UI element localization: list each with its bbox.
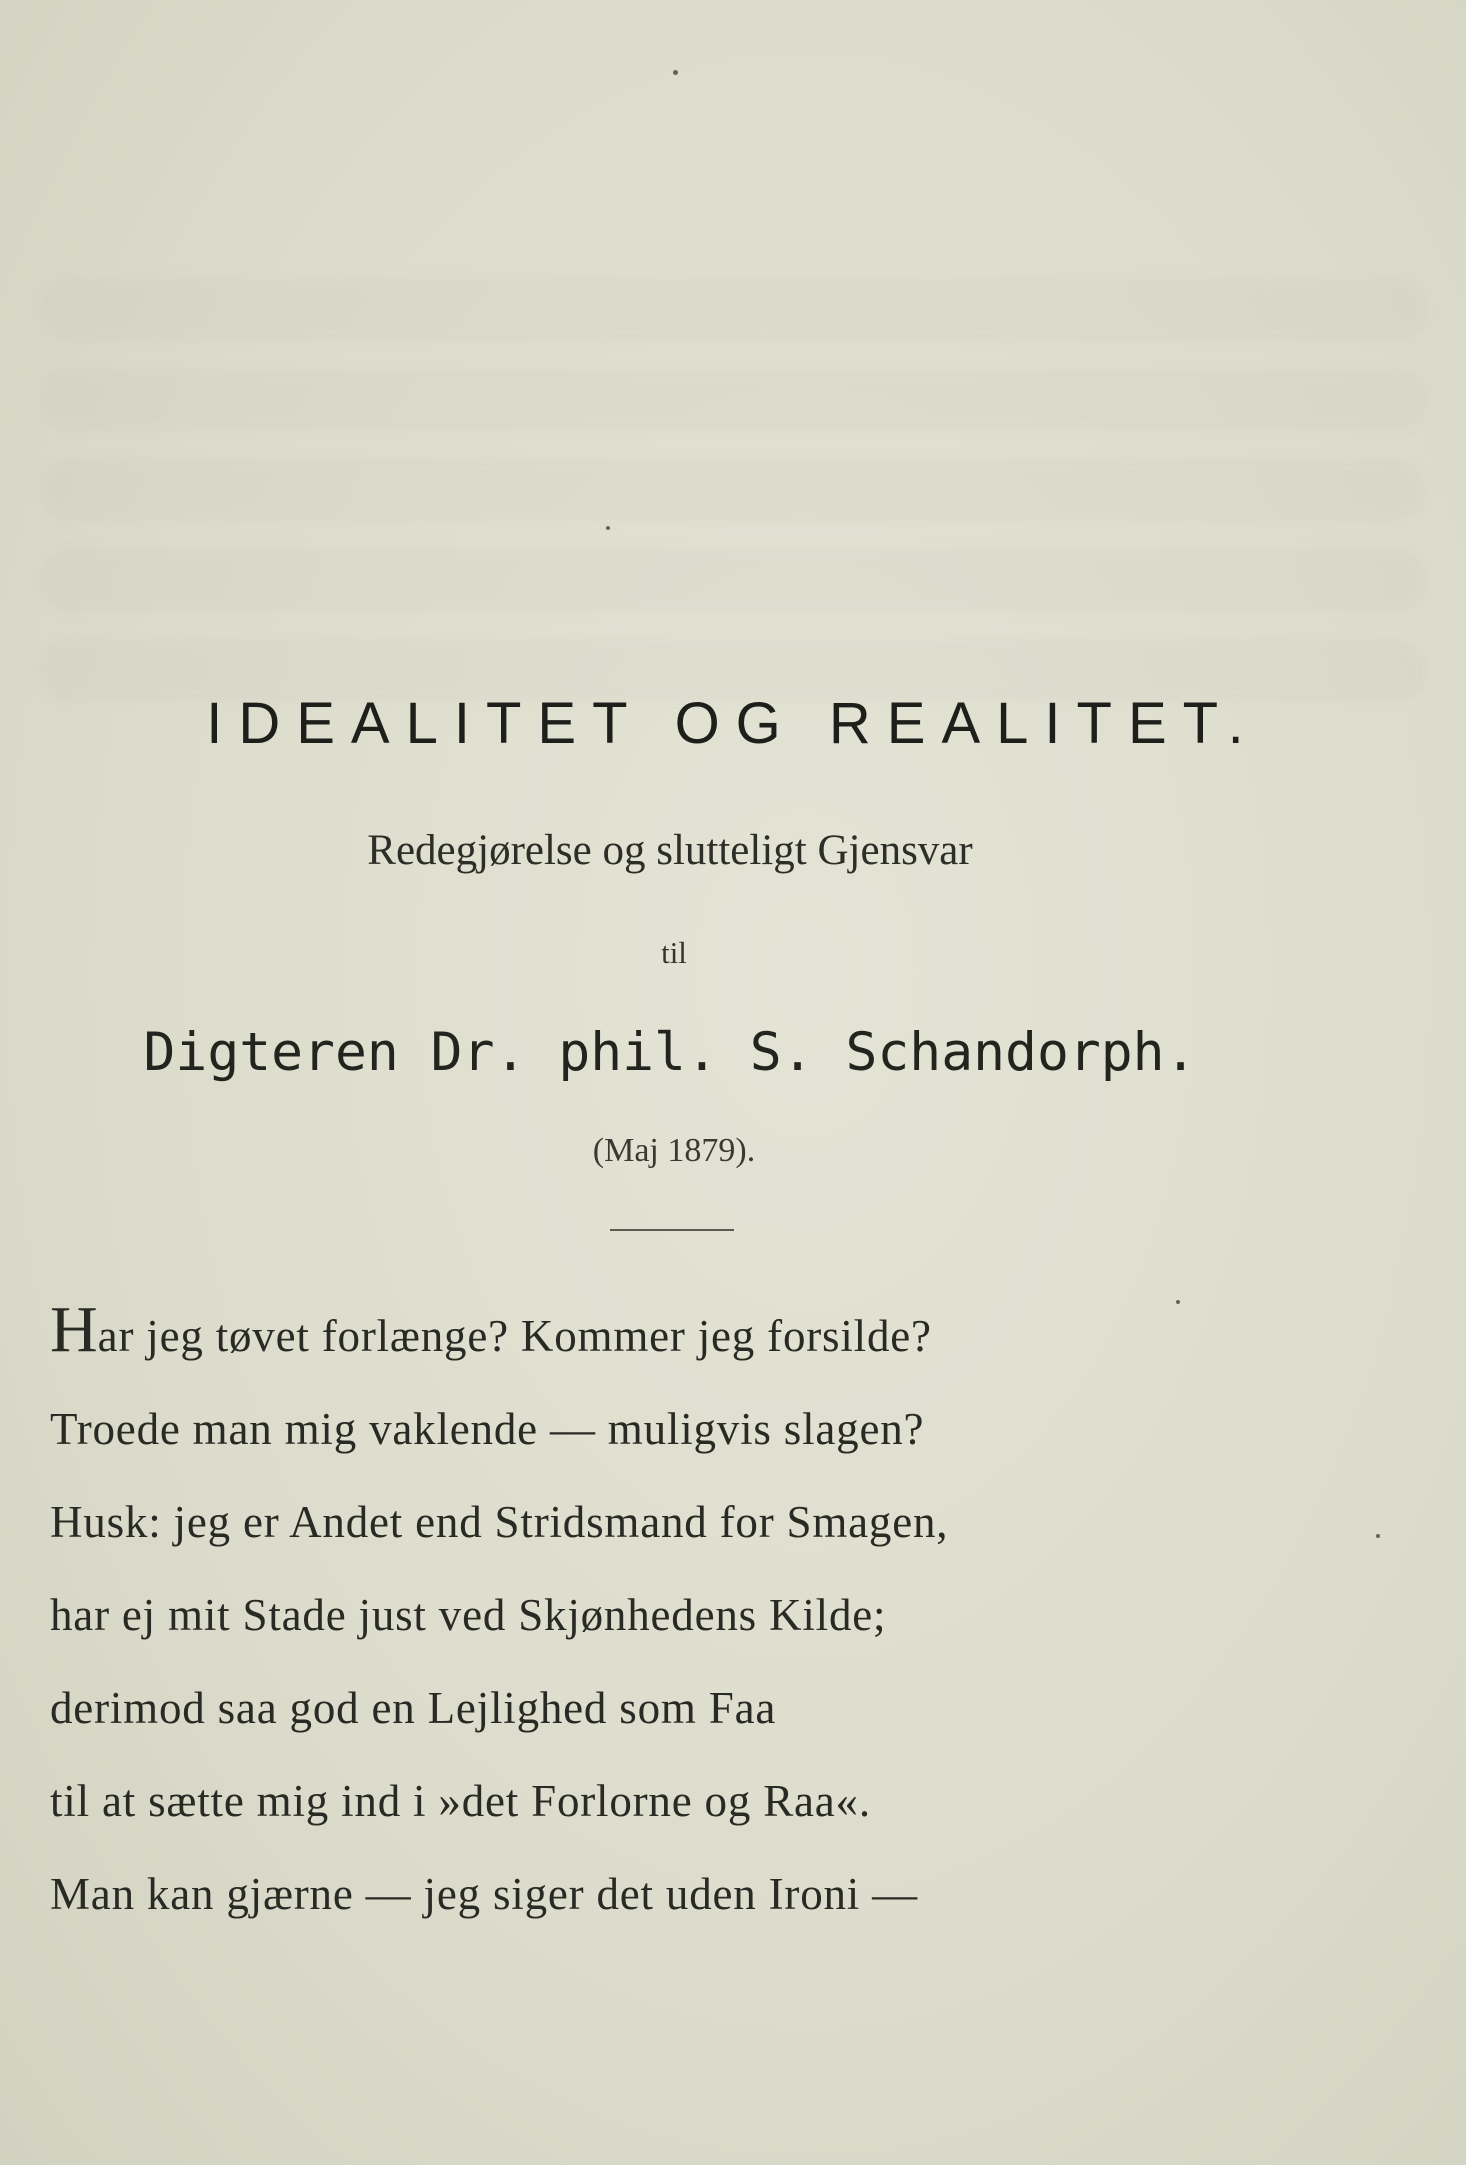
poem-line: Man kan gjærne — jeg siger det uden Ironi — (50, 1869, 918, 1919)
poem-line (50, 1290, 1350, 1383)
poem-line-text: ar jeg tøvet forlænge? Kommer jeg forsilde? (97, 1311, 932, 1361)
ink-speck (673, 70, 678, 75)
addressee: Digteren Dr. phil. S. Schandorph. (143, 1022, 1197, 1083)
poem-line: til at sætte mig ind i »det Forlorne og Raa«. (50, 1776, 871, 1826)
page-title: IDEALITET OG REALITET. (206, 691, 1260, 756)
poem-line: Troede man mig vaklende — muligvis slagen? (50, 1404, 925, 1454)
poem-line: derimod saa god en Lejlighed som Faa (50, 1683, 777, 1733)
connector-word: til (661, 935, 687, 970)
show-through-line (40, 280, 1426, 340)
ink-speck (1376, 1534, 1380, 1538)
show-through-line (40, 460, 1426, 520)
poem-line: har ej mit Stade just ved Skjønhedens Kilde; (50, 1590, 887, 1640)
date-line: (Maj 1879). (592, 1132, 756, 1169)
subtitle: Redegjørelse og slutteligt Gjensvar (367, 827, 973, 874)
drop-cap: H (50, 1293, 98, 1366)
show-through-line (40, 550, 1426, 610)
ink-speck (606, 526, 610, 530)
show-through-line (40, 370, 1426, 430)
poem-line: Husk: jeg er Andet end Stridsmand for Smagen, (50, 1497, 949, 1547)
poem-body (50, 1290, 1350, 1941)
section-divider (610, 1229, 734, 1231)
